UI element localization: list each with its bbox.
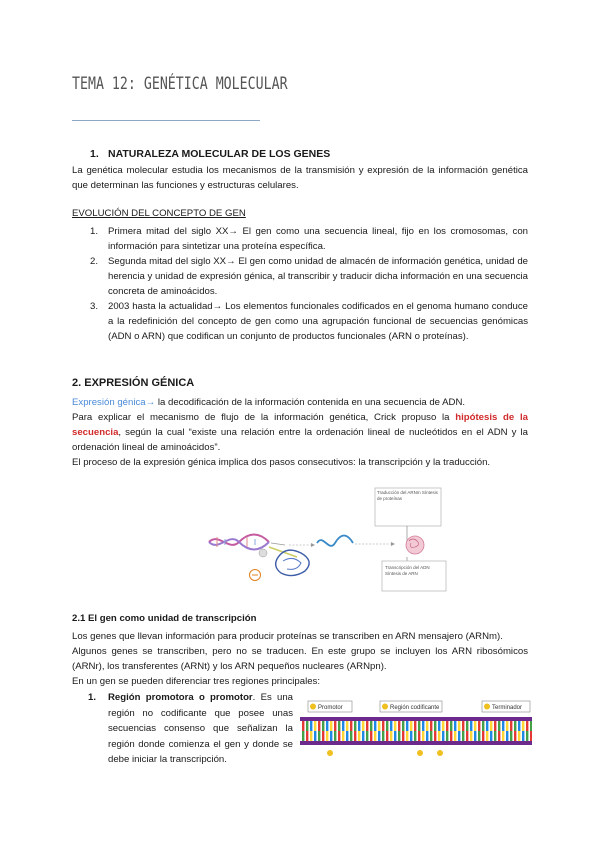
protein-icon <box>406 536 424 554</box>
base-pair <box>398 731 400 741</box>
base-pair <box>458 721 460 731</box>
base-pair <box>434 721 436 731</box>
base-pair <box>318 721 320 731</box>
base-pair <box>462 731 464 741</box>
list-item: 2. Segunda mitad del siglo XX→ El gen como unidad de almacén de información genética, unidad de herencia y unidad de expresión génica, al transcribir y traducir dicha información en una secuencia concreta de aminoácidos. <box>90 256 528 297</box>
base-pair <box>466 731 468 741</box>
base-pair <box>382 721 384 731</box>
promoter-item: 1. Región promotora o promotor. Es una región no codificante que posee unas secuencias consenso que señalizan la región donde comienza el gen y donde se debe iniciar la transcripción. <box>88 692 294 765</box>
base-pair <box>366 721 368 731</box>
translation-label: Traducción del ARNm Síntesis de proteínas <box>377 490 438 501</box>
base-pair <box>462 721 464 731</box>
base-pair <box>378 731 380 741</box>
base-pair <box>370 731 372 741</box>
base-pair <box>498 721 500 731</box>
base-pair <box>450 721 452 731</box>
base-pair <box>502 721 504 731</box>
base-pair <box>374 721 376 731</box>
base-pair <box>394 731 396 741</box>
gene-regions-figure <box>300 697 532 759</box>
base-pair <box>306 731 308 741</box>
base-pair <box>442 731 444 741</box>
dna-base-pairs <box>302 721 532 741</box>
base-pair <box>414 721 416 731</box>
base-pair <box>518 721 520 731</box>
base-pair <box>438 721 440 731</box>
base-pair <box>354 721 356 731</box>
base-pair <box>398 721 400 731</box>
section-2-heading: 2. EXPRESIÓN GÉNICA <box>72 377 195 389</box>
definition-line: Expresión génica→ la decodificación de la información contenida en una secuencia de ADN. <box>72 397 466 408</box>
base-pair <box>454 721 456 731</box>
base-pair <box>522 721 524 731</box>
promoter-label: Promotor <box>318 705 343 711</box>
section-2-1-body: Los genes que llevan información para producir proteínas se transcriben en ARN mensajero (ARNm). Algunos genes se transcriben, pero no se traducen. En este grupo se incluyen los ARN ribosómicos (ARNr), los transferentes (ARNt) y los ARN pequeños nucleares (ARNpn). En un gen se pueden diferenciar tres regiones principales: <box>72 631 528 687</box>
base-pair <box>374 731 376 741</box>
base-pair <box>314 721 316 731</box>
base-pair <box>346 721 348 731</box>
base-pair <box>358 721 360 731</box>
base-pair <box>354 731 356 741</box>
base-pair <box>510 731 512 741</box>
base-pair <box>486 721 488 731</box>
base-pair <box>322 721 324 731</box>
base-pair <box>506 731 508 741</box>
base-pair <box>310 731 312 741</box>
base-pair <box>378 721 380 731</box>
base-pair <box>406 721 408 731</box>
base-pair <box>326 721 328 731</box>
base-pair <box>518 731 520 741</box>
base-pair <box>330 721 332 731</box>
base-pair <box>418 731 420 741</box>
base-pair <box>350 721 352 731</box>
base-pair <box>410 731 412 741</box>
base-pair <box>530 721 532 731</box>
base-pair <box>486 731 488 741</box>
base-pair <box>442 721 444 731</box>
base-pair <box>342 731 344 741</box>
base-pair <box>406 731 408 741</box>
base-pair <box>302 721 304 731</box>
base-pair <box>334 731 336 741</box>
base-pair <box>418 721 420 731</box>
base-pair <box>362 721 364 731</box>
base-pair <box>482 721 484 731</box>
base-pair <box>430 721 432 731</box>
base-pair <box>474 721 476 731</box>
base-pair <box>490 731 492 741</box>
base-pair <box>314 731 316 741</box>
polymerase-icon <box>259 549 267 557</box>
base-pair <box>350 731 352 741</box>
coding-region-label: Región codificante <box>390 705 440 711</box>
base-pair <box>306 721 308 731</box>
terminator-label: Terminador <box>492 705 523 711</box>
base-pair <box>438 731 440 741</box>
base-pair <box>382 731 384 741</box>
base-pair <box>458 731 460 741</box>
base-pair <box>450 731 452 741</box>
base-pair <box>494 731 496 741</box>
mrna-icon <box>317 536 353 546</box>
base-pair <box>414 731 416 741</box>
base-pair <box>318 731 320 741</box>
base-pair <box>334 721 336 731</box>
base-pair <box>526 731 528 741</box>
process-line: El proceso de la expresión génica implica dos pasos consecutivos: la transcripción y la traducción. <box>72 457 491 468</box>
base-pair <box>402 721 404 731</box>
base-pair <box>494 721 496 731</box>
base-pair <box>342 721 344 731</box>
base-pair <box>482 731 484 741</box>
base-pair <box>390 721 392 731</box>
base-pair <box>470 721 472 731</box>
base-pair <box>422 721 424 731</box>
base-pair <box>514 721 516 731</box>
base-pair <box>358 731 360 741</box>
crick-paragraph: Para explicar el mecanismo de flujo de la información genética, Crick propuso la hipótesis de la secuencia, según la cual “existe una relación entre la ordenación lineal de nucleótidos en el ADN y la ordenación lineal de aminoácidos”. <box>72 412 528 453</box>
base-pair <box>526 721 528 731</box>
base-pair <box>446 731 448 741</box>
base-pair <box>426 731 428 741</box>
ribosome-icon <box>276 550 310 575</box>
base-pair <box>338 731 340 741</box>
base-pair <box>530 731 532 741</box>
base-pair <box>338 721 340 731</box>
base-pair <box>346 731 348 741</box>
base-pair <box>510 721 512 731</box>
base-pair <box>366 731 368 741</box>
base-pair <box>506 721 508 731</box>
transcription-label: Transcripción del ADN Síntesis de ARN <box>385 565 430 576</box>
base-pair <box>430 731 432 741</box>
section-1-subheading: EVOLUCIÓN DEL CONCEPTO DE GEN <box>72 208 246 219</box>
definition-term: Expresión génica→ <box>72 397 156 408</box>
base-pair <box>402 731 404 741</box>
document-title: TEMA 12: GENÉTICA MOLECULAR <box>72 74 288 94</box>
base-pair <box>490 721 492 731</box>
list-item: 1. Primera mitad del siglo XX→ El gen como una secuencia lineal, fijo en los cromosomas, con información para sintetizar una proteína específica. <box>90 226 528 252</box>
base-pair <box>446 721 448 731</box>
base-pair <box>426 721 428 731</box>
list-item: 3. 2003 hasta la actualidad→ Los elementos funcionales codificados en el genoma humano conduce a la redefinición del concepto de gen como una agrupación funcional de secuencias genómicas (ADN o ARN) que codifican un conjunto de productos funcionales (ARN o proteínas). <box>90 301 528 342</box>
base-pair <box>522 731 524 741</box>
base-pair <box>310 721 312 731</box>
base-pair <box>478 721 480 731</box>
highlighted-term: hipótesis de la secuencia <box>72 412 528 438</box>
base-pair <box>410 721 412 731</box>
base-pair <box>330 731 332 741</box>
base-pair <box>390 731 392 741</box>
base-pair <box>370 721 372 731</box>
section-2-1-heading: 2.1 El gen como unidad de transcripción <box>72 613 257 624</box>
base-pair <box>466 721 468 731</box>
base-pair <box>326 731 328 741</box>
base-pair <box>302 731 304 741</box>
dna-helix-icon <box>209 535 269 550</box>
base-pair <box>386 731 388 741</box>
promoter-term: Región promotora o promotor <box>108 692 253 703</box>
base-pair <box>422 731 424 741</box>
base-pair <box>502 731 504 741</box>
base-pair <box>514 731 516 741</box>
evolution-list <box>90 224 528 344</box>
base-pair <box>386 721 388 731</box>
section-1-intro: La genética molecular estudia los mecanismos de la transmisión y expresión de la información genética que determinan las funciones y estructuras celulares. <box>72 165 528 191</box>
base-pair <box>478 731 480 741</box>
base-pair <box>322 731 324 741</box>
title-underline <box>72 120 260 121</box>
base-pair <box>454 731 456 741</box>
section-1-heading <box>90 148 330 160</box>
section-1-title: NATURALEZA MOLECULAR DE LOS GENES <box>108 148 331 160</box>
base-pair <box>434 731 436 741</box>
gene-expression-figure <box>205 487 470 595</box>
section-1-number: 1. <box>90 148 99 160</box>
base-pair <box>394 721 396 731</box>
base-pair <box>362 731 364 741</box>
base-pair <box>474 731 476 741</box>
base-pair <box>498 731 500 741</box>
section-2-body <box>72 395 528 470</box>
base-pair <box>470 731 472 741</box>
